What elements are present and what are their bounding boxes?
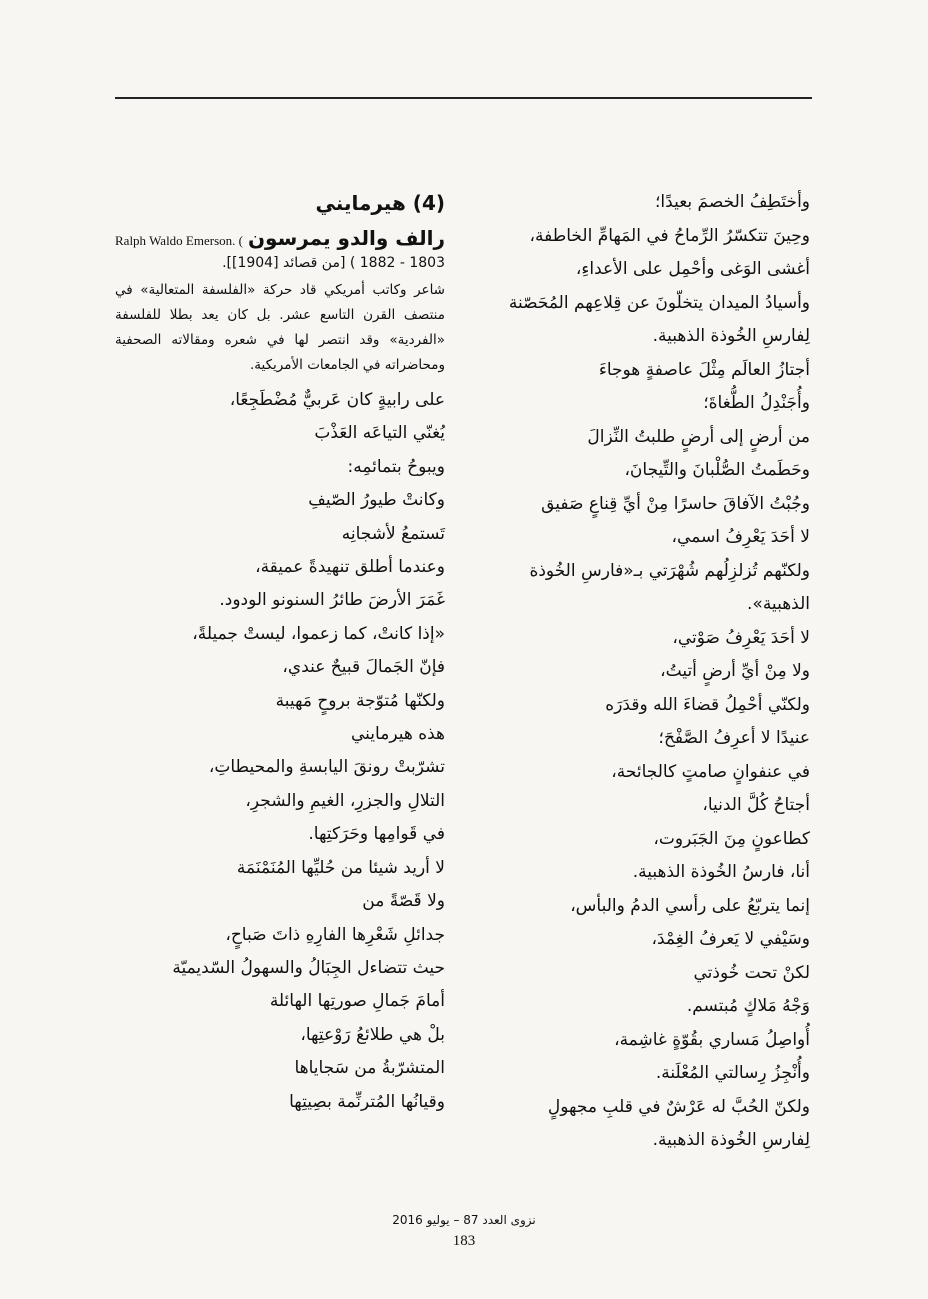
issue-footer: نزوى العدد 87 – يوليو 2016 (392, 1213, 536, 1227)
poem-line: تَستمعُ لأشجانِه (341, 523, 445, 544)
poem-line: جدائلِ شَعْرِها الفارِهِ ذاتَ صَباحٍ، (225, 924, 445, 945)
header-rule (115, 97, 812, 99)
poem-line: وأختَطِفُ الخصمَ بعيدًا؛ (655, 192, 810, 212)
page-number: 183 (452, 1233, 476, 1249)
poem-line: المتشرّبةُ من سَجاياها (294, 1058, 445, 1079)
left-column-poem (115, 384, 445, 1119)
poem-line: وحِينَ تتكسّرُ الرِّماحُ في المَهامِّ الخاطفة، (529, 225, 810, 246)
poem-line: كطاعونٍ مِنَ الجَبَروت، (653, 828, 810, 849)
poem-line: وحَطَمتُ الصُّلْبانَ والتِّيجانَ، (624, 460, 810, 480)
poem-line: الذهبية». (747, 594, 810, 614)
poem-line: وكانتْ طيورُ الصّيفِ (308, 490, 445, 511)
poet-bio: شاعر وكاتب أمريكي قاد حركة «الفلسفة المتعالية» في منتصف القرن التاسع عشر. بل كان يعد بطلا للفلسفة «الفردية» وقد انتصر لها في شعره ومقالاته الصحفية ومحاضراته في الجامعات الأمريكية. (115, 282, 445, 373)
poem-line: ولكنّ الحُبَّ له عَرْشٌ في قلبِ مجهولٍ (547, 1096, 810, 1117)
poem-line: ولا مِنْ أيِّ أرضٍ أتيتُ، (660, 661, 810, 681)
poem-line: عنيدًا لا أعرِفُ الصَّفْحَ؛ (658, 728, 810, 748)
poem-line: بلْ هي طلائعُ رَوْعتِها، (300, 1024, 445, 1045)
poem-line: هذه هيرمايني (351, 724, 445, 745)
poem-line: لا أحَدَ يَعْرِفُ صَوْتي، (672, 627, 810, 648)
section-heading: (4) هيرمايني (315, 191, 445, 215)
poet-name-arabic: رالف والدو يمرسون (247, 226, 445, 250)
poem-line: لكنْ تحت خُوذتي (693, 962, 810, 983)
poem-line: يُغنّي التياعَه العَذْبَ (314, 423, 445, 444)
poem-line: من أرضٍ إلى أرضٍ طلبتُ النِّزالَ (587, 426, 810, 447)
poem-line: التلالِ والجزرِ، الغيمِ والشجرِ، (245, 790, 445, 811)
poem-line: لِفارسِ الخُوذة الذهبية. (652, 326, 810, 346)
poem-line: وعندما أطلق تنهيدةً عميقة، (255, 557, 445, 578)
poem-line: أجتاحُ كُلَّ الدنيا، (702, 795, 810, 815)
poem-line: أمامَ جَمالِ صورتِها الهائلة (269, 991, 445, 1012)
poem-line: في قَوامِها وحَرَكتِها. (308, 824, 445, 845)
poem-line: وأُجَنْدِلُ الطُّغاةَ؛ (703, 393, 810, 413)
poem-line: حيث تتضاءل الجِبَالُ والسهولُ السّديميّة (172, 957, 445, 978)
poem-line: «إذا كانتْ، كما زعموا، ليستْ جميلةً، (192, 623, 445, 644)
poem-line: لا أحَدَ يَعْرِفُ اسمي، (671, 527, 810, 547)
poem-line: وجُبْتُ الآفاقَ حاسرًا مِنْ أيِّ قِناعٍ صَفيق (541, 493, 810, 514)
right-column-poem (470, 186, 810, 1158)
poem-line: أجتازُ العالَم مِثْلَ عاصفةٍ هوجاءَ (598, 359, 810, 380)
poem-line: ولكنّي أحْمِلُ قضاءَ الله وقدَرَه (605, 694, 810, 715)
poem-line: لِفارسِ الخُوذة الذهبية. (652, 1130, 810, 1150)
poem-line: لا أريد شيئا من حُليِّها المُنَمْنَمَة (236, 857, 445, 878)
poem-line: وسَيْفي لا يَعرفُ الغِمْدَ، (651, 929, 810, 949)
poem-line: إنما يتربّعُ على رأسي الدمُ والبأس، (570, 895, 810, 916)
poem-line: غَمَرَ الأرضَ طائرُ السنونو الودود. (219, 590, 445, 611)
poem-line: وأسيادُ الميدان يتخلّونَ عن قِلاعِهم المُحَصّنة (508, 292, 810, 313)
poet-dates: 1803 - 1882 ) [من قصائد [1904]]. (222, 255, 445, 271)
poem-line: ويبوحُ بتمائمِه: (347, 456, 445, 477)
poem-line: فإنّ الجَمالَ قبيحٌ عندي، (282, 657, 445, 678)
poem-line: ولكنّها مُتوّجة بروحٍ مَهيبة (275, 690, 445, 711)
poem-line: في عنفوانٍ صامتٍ كالجائحة، (611, 761, 810, 782)
left-column (115, 186, 445, 1119)
poem-line: وأُنْجِزُ رِسالتي المُعْلَنة. (655, 1063, 810, 1083)
poem-line: أنا، فارسُ الخُوذة الذهبية. (632, 862, 810, 882)
poem-line: وقيانُها المُترنِّمة بصِيتِها (289, 1091, 445, 1112)
poet-name-line (115, 226, 445, 250)
poem-line: وَجْهُ مَلاكٍ مُبتسم. (686, 996, 810, 1016)
poem-line: على رابيةٍ كان عَربيٌّ مُضْطَجِعًا، (229, 390, 445, 410)
poem-line: أغشى الوَغى وأحْمِل على الأعداءِ، (575, 259, 810, 279)
poet-name-english: Ralph Waldo Emerson. ( (115, 233, 243, 248)
poem-line: أُواصِلُ مَساري بقُوّةٍ غاشِمة، (614, 1029, 810, 1050)
poem-line: ولا قَصّةً من (362, 891, 445, 912)
poem-line: تشرّبتْ رونقَ اليابسةِ والمحيطاتِ، (208, 757, 445, 778)
poem-line: ولكنّهم تُزلزِلُهم شُهْرَتي بـ«فارسِ الخُوذة (529, 560, 810, 581)
